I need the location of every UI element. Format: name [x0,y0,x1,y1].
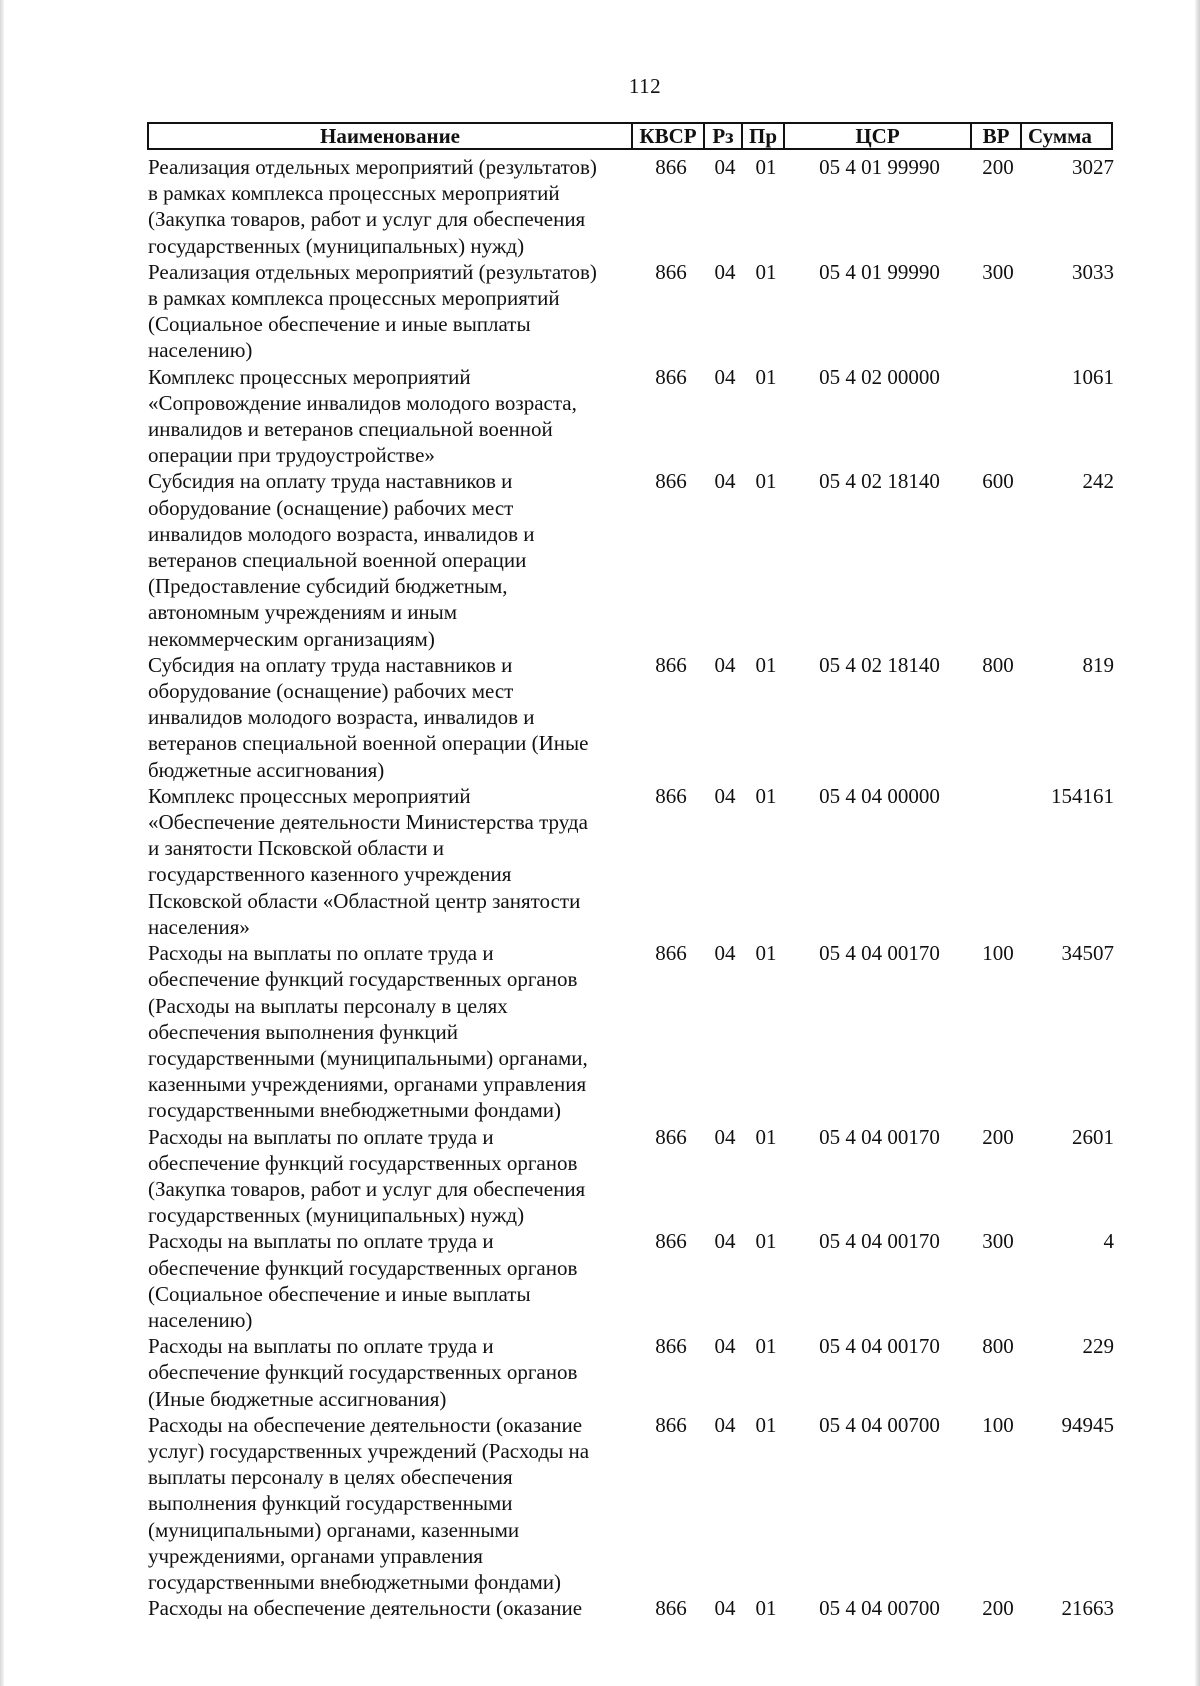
cell-sum: 3033 [1072,259,1114,284]
cell-name: Комплекс процессных мероприятий «Сопровождение инвалидов молодого возраста, инвалидов и ветеранов специальной военной операции при трудоустройстве» [148,364,577,468]
cell-name: Комплекс процессных мероприятий «Обеспечение деятельности Министерства труда и занятости Псковской области и государственного казенного учреждения Псковской области «Областной центр занятости населения» [148,783,588,939]
cell-vr: 200 [982,1124,1014,1149]
cell-kvsr: 866 [655,783,687,808]
cell-kvsr: 866 [655,1596,687,1621]
cell-rz: 04 [714,783,736,808]
cell-name: Расходы на выплаты по оплате труда и обеспечение функций государственных органов (Иные бюджетные ассигнования) [148,1334,578,1411]
cell-rz: 04 [714,364,736,389]
cell-vr [971,783,1021,940]
header-csr: ЦСР [785,124,972,148]
cell-sum: 1061 [1072,364,1114,389]
cell-pr: 01 [755,783,777,808]
cell-csr: 05 4 04 00000 [819,783,940,808]
cell-name: Субсидия на оплату труда наставников и оборудование (оснащение) рабочих мест инвалидов молодого возраста, инвалидов и ветеранов специальной военной операции (Иные бюджетные ассигнования) [148,652,589,782]
cell-csr: 05 4 01 99990 [819,155,940,179]
cell-name: Расходы на обеспечение деятельности (оказание услуг) государственных учреждений (Расходы на выплаты персоналу в целях обеспечения выполнения функций государственными (муниципальными) органами, казенными учреждениями, органами управления государственными внебюджетными фондами) [148,1412,590,1594]
cell-sum: 4 [1103,1229,1114,1254]
cell-kvsr: 866 [655,1229,687,1254]
header-pr: Пр [743,124,785,148]
cell-pr: 01 [755,259,777,284]
table-header [147,122,1113,150]
table-row [148,1228,1114,1333]
cell-name: Расходы на выплаты по оплате труда и обеспечение функций государственных органов (Расходы на выплаты персоналу в целях обеспечения выполнения функций государственными (муниципальными) органами, казенными учреждениями, органами управления государственными внебюджетными фондами) [148,941,588,1123]
cell-name: Реализация отдельных мероприятий (результатов) в рамках комплекса процессных мероприятий (Закупка товаров, работ и услуг для обеспечения государственных (муниципальных) нужд) [148,155,597,258]
cell-vr: 800 [982,652,1014,677]
cell-vr: 200 [982,1596,1014,1621]
header-kvsr: КВСР [633,124,705,148]
table-row [148,1412,1114,1595]
cell-rz: 04 [714,1124,736,1149]
cell-pr: 01 [755,469,777,494]
cell-vr: 800 [982,1334,1014,1359]
cell-pr: 01 [755,1412,777,1437]
cell-vr: 100 [982,1412,1014,1437]
cell-sum: 819 [1082,652,1114,677]
cell-rz: 04 [714,1229,736,1254]
cell-csr: 05 4 04 00700 [819,1596,940,1621]
table-row [148,468,1114,651]
cell-sum: 2601 [1072,1124,1114,1149]
cell-rz: 04 [714,1412,736,1437]
cell-csr: 05 4 04 00170 [819,1334,940,1359]
cell-pr: 01 [755,1229,777,1254]
page-number: 112 [628,74,662,98]
cell-kvsr: 866 [655,652,687,677]
cell-csr: 05 4 02 00000 [819,364,940,389]
cell-rz: 04 [714,941,736,966]
cell-csr: 05 4 02 18140 [819,652,940,677]
cell-sum: 34507 [1061,941,1114,966]
header-vr: ВР [972,124,1022,148]
cell-sum: 3027 [1072,155,1114,179]
cell-csr: 05 4 04 00700 [819,1412,940,1437]
cell-kvsr: 866 [655,1124,687,1149]
cell-sum: 94945 [1061,1412,1114,1437]
cell-csr: 05 4 04 00170 [819,1124,940,1149]
cell-sum: 21663 [1061,1596,1114,1621]
cell-rz: 04 [714,652,736,677]
cell-csr: 05 4 04 00170 [819,1229,940,1254]
cell-name: Расходы на выплаты по оплате труда и обеспечение функций государственных органов (Закупка товаров, работ и услуг для обеспечения государственных (муниципальных) нужд) [148,1124,586,1228]
table-row [148,1595,1114,1621]
cell-pr: 01 [755,1596,777,1621]
cell-name: Реализация отдельных мероприятий (результатов) в рамках комплекса процессных мероприятий (Социальное обеспечение и иные выплаты населению) [148,259,597,363]
cell-pr: 01 [755,1124,777,1149]
cell-pr: 01 [755,364,777,389]
cell-rz: 04 [714,155,736,179]
cell-pr: 01 [755,155,777,179]
header-rz: Рз [705,124,743,148]
cell-rz: 04 [714,259,736,284]
cell-vr: 600 [982,469,1014,494]
cell-sum: 154161 [1051,783,1114,808]
cell-vr: 300 [982,1229,1014,1254]
cell-kvsr: 866 [655,1334,687,1359]
cell-rz: 04 [714,1596,736,1621]
table-row [148,940,1114,1123]
cell-kvsr: 866 [655,1412,687,1437]
table-row [148,1333,1114,1412]
table-row [148,364,1114,469]
table-row [148,259,1114,364]
cell-vr: 200 [982,155,1014,179]
cell-kvsr: 866 [655,259,687,284]
scan-edge-left [0,0,4,1686]
table-row [148,783,1114,940]
cell-csr: 05 4 01 99990 [819,259,940,284]
cell-name: Субсидия на оплату труда наставников и оборудование (оснащение) рабочих мест инвалидов молодого возраста, инвалидов и ветеранов специальной военной операции (Предоставление субсидий бюджетным, автономным учреждениям и иным некоммерческим организациям) [148,469,535,651]
cell-pr: 01 [755,1334,777,1359]
cell-pr: 01 [755,652,777,677]
scan-edge-right [1195,0,1200,1686]
cell-rz: 04 [714,1334,736,1359]
cell-vr: 300 [982,259,1014,284]
cell-kvsr: 866 [655,364,687,389]
table-row [148,154,1114,259]
cell-kvsr: 866 [655,155,687,179]
cell-kvsr: 866 [655,469,687,494]
cell-name: Расходы на обеспечение деятельности (оказание [148,1596,583,1621]
cell-rz: 04 [714,469,736,494]
cell-csr: 05 4 04 00170 [819,941,940,966]
cell-vr [971,364,1021,469]
table-row [148,1124,1114,1229]
cell-vr: 100 [982,941,1014,966]
header-name: Наименование [149,124,633,148]
table-row [148,652,1114,783]
cell-sum: 242 [1082,469,1114,494]
cell-name: Расходы на выплаты по оплате труда и обеспечение функций государственных органов (Социальное обеспечение и иные выплаты населению) [148,1229,578,1332]
table-body [148,154,1114,1621]
cell-sum: 229 [1082,1334,1114,1359]
header-sum: Сумма [1028,124,1092,148]
cell-csr: 05 4 02 18140 [819,469,940,494]
cell-kvsr: 866 [655,941,687,966]
cell-pr: 01 [755,941,777,966]
